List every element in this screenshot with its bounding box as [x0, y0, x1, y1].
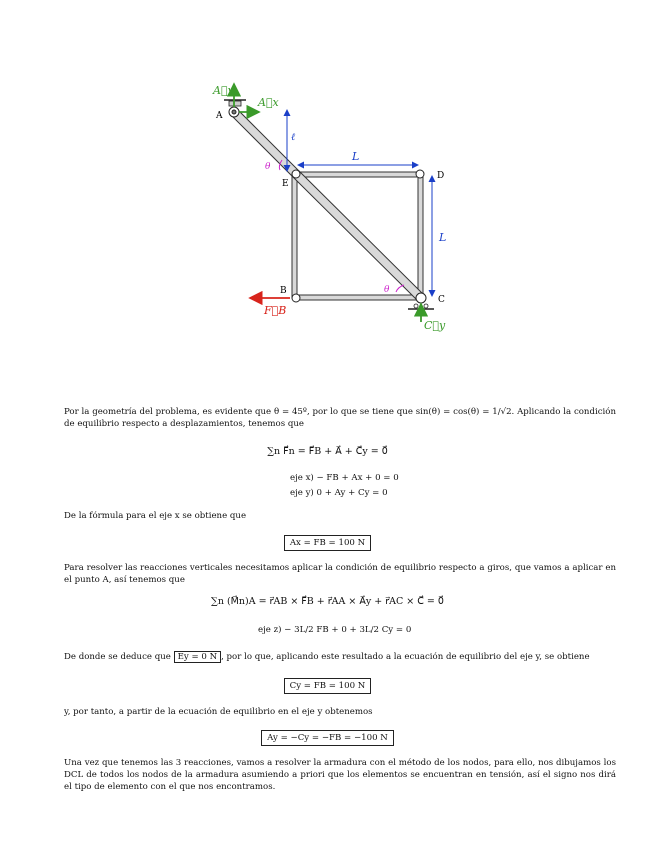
node-d	[416, 170, 424, 178]
result-box-cy	[0, 678, 655, 694]
paragraph-2: De la fórmula para el eje x se obtiene que	[64, 511, 247, 521]
equation-axis-y: eje y) 0 + Ay + Cy = 0	[290, 488, 388, 498]
label-a: A	[216, 111, 223, 121]
label-ay: A⃗y	[213, 84, 234, 97]
member-dc	[418, 174, 423, 298]
paragraph-4	[64, 651, 616, 663]
label-c: C	[438, 295, 445, 305]
truss-members	[231, 109, 424, 301]
paragraph-3: Para resolver las reacciones verticales necesitamos aplicar la condición de equilibrio respecto a giros, que vamos a aplicar en el punto A, así tenemos que	[64, 563, 616, 585]
node-e	[292, 170, 300, 178]
label-fb: F⃗B	[264, 304, 287, 317]
paragraph-6: Una vez que tenemos las 3 reacciones, vamos a resolver la armadura con el método de los nodos, para ello, nos dibujamos los DCL de todos los nodos de la armadura asumiendo a priori que los elementos se encuentran en tensión, así el signo nos dirá el tipo de elemento con el que nos encontramos.	[64, 758, 616, 792]
result-box-ay	[0, 730, 655, 746]
label-ell: ℓ	[291, 132, 296, 143]
label-e: E	[282, 179, 289, 189]
label-l-top: L	[352, 150, 360, 163]
result-box-ax	[0, 535, 655, 551]
result-ey: Ey = 0 N	[174, 651, 222, 663]
equation-sum-moments: ∑n (M⃗n)A = r⃗AB × F⃗B + r⃗AA × A⃗y + r⃗AC × C⃗ = 0⃗	[211, 596, 444, 607]
paragraph-5: y, por tanto, a partir de la ecuación de equilibrio en el eje y obtenemos	[64, 707, 373, 717]
member-eb	[292, 174, 297, 298]
support-a	[224, 100, 246, 106]
equation-axis-x: eje x) − FB + Ax + 0 = 0	[290, 473, 399, 483]
result-ay: Ay = −Cy = −FB = −100 N	[261, 730, 394, 746]
paragraph-4-start: De donde se deduce que	[64, 652, 171, 662]
node-c	[416, 293, 426, 303]
label-theta-2: θ	[384, 285, 390, 295]
label-ax: A⃗x	[258, 96, 279, 109]
node-b	[292, 294, 300, 302]
result-ax: Ax = FB = 100 N	[284, 535, 371, 551]
truss-figure	[0, 0, 655, 360]
member-ed	[296, 172, 420, 177]
paragraph-1: Por la geometría del problema, es evidente que θ = 45º, por lo que se tiene que sin(θ) = cos(θ) = 1/√2. Aplicando la condición de equilibrio respecto a desplazamientos, tenemos que	[64, 407, 616, 429]
label-d: D	[437, 171, 445, 181]
result-cy: Cy = FB = 100 N	[284, 678, 372, 694]
equation-axis-z: eje z) − 3L/2 FB + 0 + 3L/2 Cy = 0	[258, 625, 412, 635]
label-b: B	[280, 286, 287, 296]
paragraph-4-end: , por lo que, aplicando este resultado a la ecuación de equilibrio del eje y, se obtiene	[221, 652, 590, 662]
member-ec	[293, 171, 424, 301]
label-theta-1: θ	[265, 162, 271, 172]
member-bc	[296, 295, 420, 300]
equation-sum-forces: ∑n F⃗n = F⃗B + A⃗ + C⃗y = 0⃗	[267, 446, 388, 457]
label-l-right: L	[439, 231, 447, 244]
label-cy: C⃗y	[424, 319, 446, 332]
